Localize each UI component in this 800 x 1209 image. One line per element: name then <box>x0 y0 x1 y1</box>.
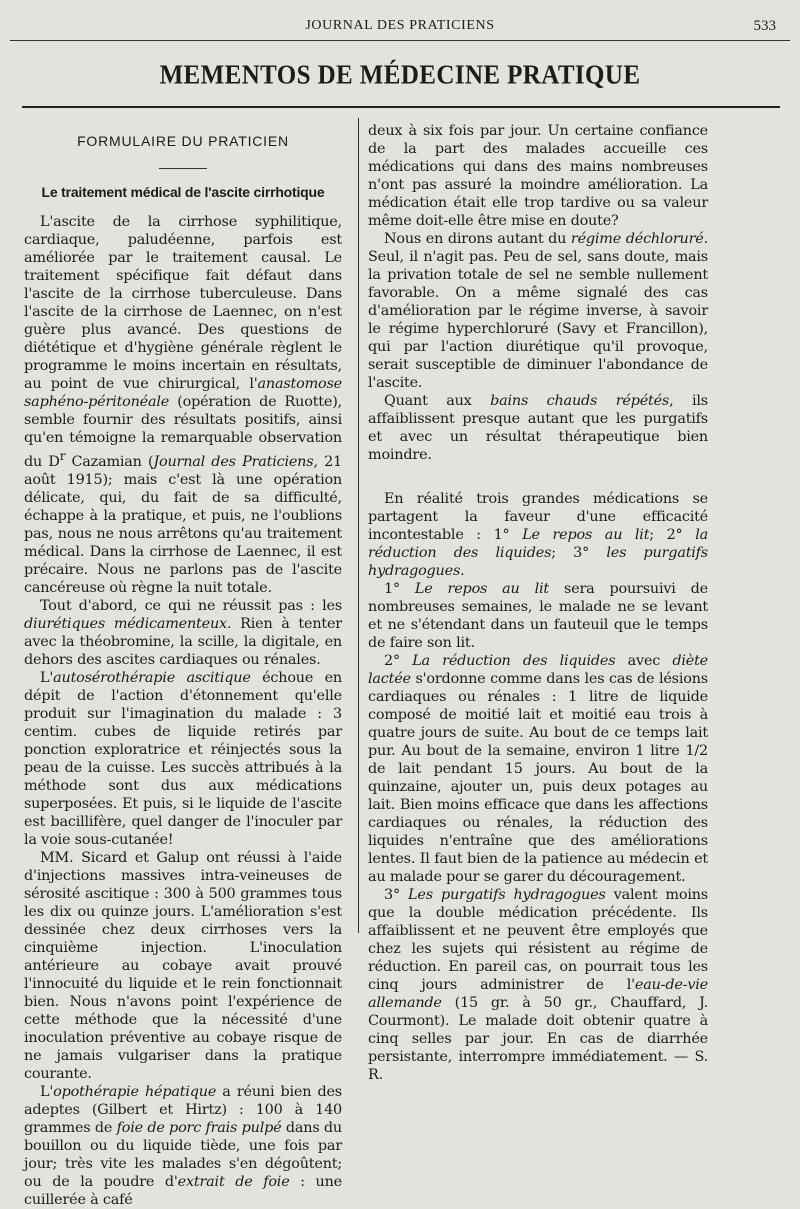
paragraph-reduction-liquides: 2° La réduction des liquides avec diète lactée s'ordonne comme dans les cas de lésions cardiaques ou rénales : 1 litre de liquide composé de moitié lait et moitié eau trois à quatre jours de suite. Au bout de ce temps lait pur. Au bout de la semaine, environ 1 litre 1/2 de lait pendant 15 jours. Au bout de la quinzaine, ajouter un, puis deux potages au lait. Bien moins efficace que dans les affections cardiaques ou rénales, la réduction des liquides n'entraîne que des améliorations lentes. Il faut bien de la patience au médecin et au malade pour se garer du découragement. <box>368 653 708 885</box>
paragraph-opotherapie: L'opothérapie hépatique a réuni bien des adeptes (Gilbert et Hirtz) : 100 à 140 grammes de foie de porc frais pulpé dans du bouillon ou du liquide tiède, une fois par jour; très vite les malades s'en dégoûtent; ou de la poudre d'extrait de foie : une cuillerée à café <box>24 1083 343 1208</box>
column-divider <box>358 118 359 933</box>
formulaire-heading: FORMULAIRE DU PRATICIEN <box>77 133 289 149</box>
paragraph-cirrhose: L'ascite de la cirrhose syphilitique, cardiaque, paludéenne, parfois est améliorée par le traitement causal. Le traitement spécifique fait défaut dans l'ascite de la cirrhose tuberculeuse. Dans l'ascite de la cirrhose de Laennec, on n'est guère plus avancé. Des questions de diététique et d'hygiène générale règlent le programme le moins incertain en résultats, au point de vue chirurgical, l'anastomose saphéno-péritonéale (opération de Ruotte), semble fournir des résultats positifs, ainsi qu'en témoigne la remarquable observation du $D^r$ Cazamian (Journal des Praticiens, 21 août 1915); mais c'est là une opération délicate, qui, du fait de sa difficulté, échappe à la pratique, et puis, ne l'oublions pas, nous ne nous arrêtons qu'au traitement médical. Dans la cirrhose de Laennec, il est précaire. Nous ne parlons pas de l'ascite cancéreuse où règne la nuit totale. <box>24 214 342 596</box>
paragraph-sicard-galup: MM. Sicard et Galup ont réussi à l'aide d'injections massives intra-veineuses de sérosité ascitique : 300 à 500 grammes tous les dix ou quinze jours. L'amélioration s'est dessinée chez deux cirrhoses vers la cinquième injection. L'inoculation antérieure au cobaye avait prouvé l'innocuité du liquide et le rein fonctionnait bien. Nous n'avons point l'expérience de cette méthode que la nécessité d'une inoculation préventive au cobaye risque de ne jamais vulgariser dans la pratique courante. <box>24 849 342 1082</box>
paragraph-autoserotherapie: L'autosérothérapie ascitique échoue en dépit de l'action d'étonnement qu'elle produit sur l'imagination du malade : 3 centim. cubes de liquide retirés par ponction exploratrice et réinjectés sous la peau de la cuisse. Les succès attribués à la méthode sont dus aux médications superposées. Et puis, si le liquide de l'ascite est bacillifère, quel danger de l'inoculer par la voie sous-cutanée! <box>24 669 342 848</box>
paragraph-gap <box>368 464 708 490</box>
left-column <box>24 126 342 1209</box>
section-title: MEMENTOS DE MÉDECINE PRATIQUE <box>159 60 641 91</box>
paragraph-bains-chauds: Quant aux bains chauds répétés, ils affaiblissent presque autant que les purgatifs et avec un résultat thérapeutique bien moindre. <box>368 393 708 463</box>
paragraph-repos-au-lit: 1° Le repos au lit sera poursuivi de nombreuses semaines, le malade ne se levant et ne s'étendant dans un fauteuil que le temps de faire son lit. <box>368 581 708 651</box>
journal-title: JOURNAL DES PRATICIENS <box>305 18 495 33</box>
article-title: Le traitement médical de l'ascite cirrhotique <box>41 184 325 200</box>
paragraph-trois-medications: En réalité trois grandes médications se partagent la faveur d'une efficacité incontestable : 1° Le repos au lit; 2° la réduction des liquides; 3° les purgatifs hydragogues. <box>368 491 708 579</box>
paragraph-diuretiques: Tout d'abord, ce qui ne réussit pas : les diurétiques médicamenteux. Rien à tenter avec la théobromine, la scille, la digitale, en dehors des ascites cardiaques ou rénales. <box>24 597 342 668</box>
right-column <box>368 122 708 1084</box>
section-rule <box>22 106 780 108</box>
paragraph-regime-dechlorure: Nous en dirons autant du régime déchloruré. Seul, il n'agit pas. Peu de sel, sans doute, mais la privation totale de sel ne semble nullement favorable. On a même signalé des cas d'amélioration par le régime inverse, à savoir le régime hyperchloruré (Savy et Francillon), qui par l'action diurétique qu'il provoque, serait susceptible de diminuer l'abondance de l'ascite. <box>368 231 708 391</box>
running-head <box>10 10 790 41</box>
page-number: 533 <box>753 18 776 34</box>
paragraph-continuation: deux à six fois par jour. Un certaine confiance de la part des malades accueille ces médications qui dans des mains nombreuses n'ont pas assuré la moindre amélioration. La médication était elle trop tardive ou sa valeur même doit-elle être mise en doute? <box>368 123 708 229</box>
heading-rule <box>159 168 207 169</box>
paragraph-purgatifs: 3° Les purgatifs hydragogues valent moins que la double médication précédente. Ils affaiblissent et ne peuvent être employés que chez les sujets qui résistent au régime de réduction. En pareil cas, on pourrait tous les cinq jours administrer de l'eau-de-vie allemande (15 gr. à 50 gr., Chauffard, J. Courmont). Le malade doit obtenir quatre à cinq selles par jour. En cas de diarrhée persistante, interrompre immédiatement. — S. R. <box>368 887 708 1083</box>
